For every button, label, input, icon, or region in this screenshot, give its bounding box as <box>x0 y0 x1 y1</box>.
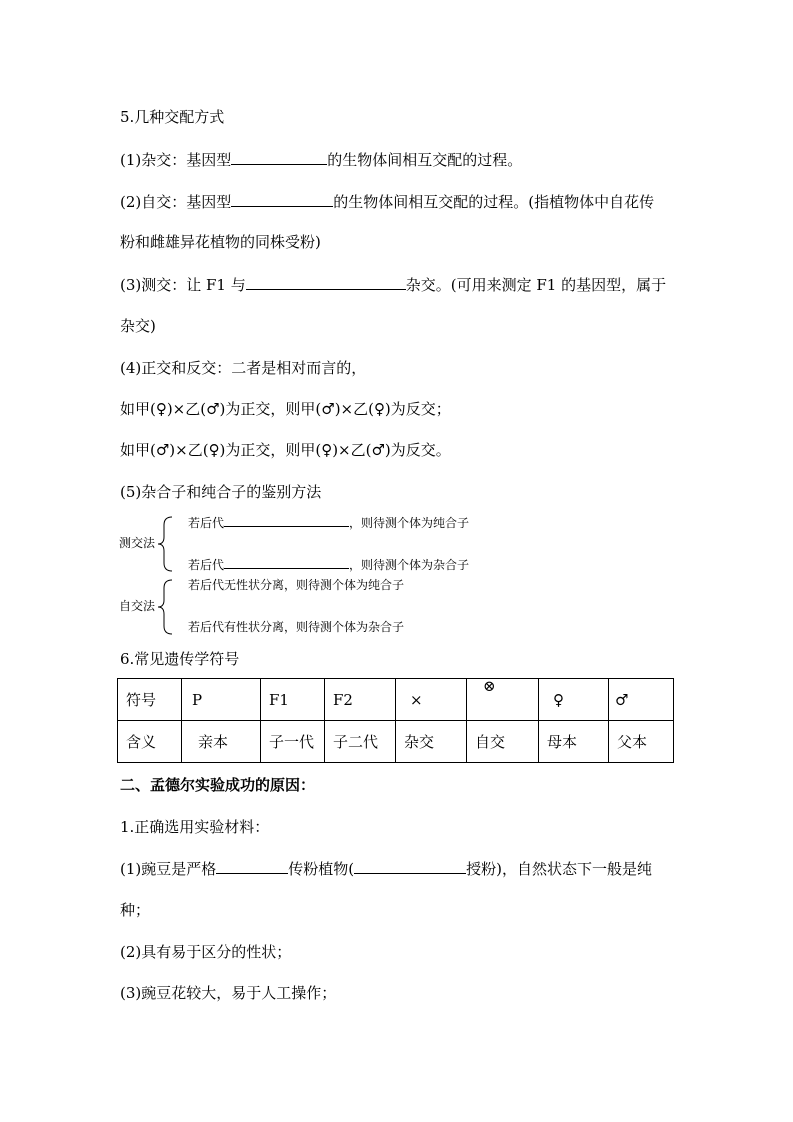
table-cell: 子一代 <box>261 721 325 763</box>
table-cell: ♂ <box>609 679 674 721</box>
s2-point-1-cont: 种； <box>120 901 151 919</box>
s2-point-1 <box>120 858 652 879</box>
item-2-suffix: 的生物体间相互交配的过程。(指植物体中自花传 <box>333 193 655 211</box>
table-cell: 亲本 <box>182 721 261 763</box>
testcross-b-suffix: ，则待测个体为杂合子 <box>349 558 470 572</box>
table-cell: 父本 <box>609 721 674 763</box>
selfing-symbol: ⊗ <box>483 676 496 695</box>
selfcross-option-b: 若后代有性状分离，则待测个体为杂合子 <box>188 620 405 634</box>
table-cell: 子二代 <box>325 721 396 763</box>
blank-testcross-a[interactable] <box>224 514 349 527</box>
testcross-a-prefix: 若后代 <box>188 516 225 530</box>
item-2-prefix: (2)自交：基因型 <box>120 193 232 211</box>
item-1-hybrid <box>120 149 522 170</box>
s2-p1-mid: 传粉植物( <box>288 860 355 878</box>
heading-5: 5.几种交配方式 <box>120 108 225 126</box>
s2-point-3: (3)豌豆花较大，易于人工操作； <box>120 984 337 1002</box>
table-cell: 符号 <box>118 679 182 721</box>
blank-2[interactable] <box>231 191 333 207</box>
item-4-title: (4)正交和反交：二者是相对而言的， <box>120 359 367 377</box>
testcross-b-prefix: 若后代 <box>188 558 225 572</box>
s2-p1-suffix: 授粉)，自然状态下一般是纯 <box>466 860 652 878</box>
table-cell: F2 <box>325 679 396 721</box>
item-3-testcross <box>120 274 666 295</box>
item-4-line-1: 如甲(♀)×乙(♂)为正交，则甲(♂)×乙(♀)为反交； <box>120 400 451 418</box>
blank-1[interactable] <box>231 149 327 165</box>
table-cell: × <box>396 679 467 721</box>
table-cell: 杂交 <box>396 721 467 763</box>
section-2-heading: 二、孟德尔实验成功的原因： <box>120 776 316 794</box>
table-cell: ♀ <box>539 679 609 721</box>
item-1-suffix: 的生物体间相互交配的过程。 <box>327 151 523 169</box>
s2-p1-prefix: (1)豌豆是严格 <box>120 860 217 878</box>
item-5-title: (5)杂合子和纯合子的鉴别方法 <box>120 483 322 501</box>
heading-6: 6.常见遗传学符号 <box>120 650 240 668</box>
table-cell: 母本 <box>539 721 609 763</box>
testcross-option-a <box>188 514 469 531</box>
item-2-cont: 粉和雌雄异花植物的同株受粉) <box>120 233 321 251</box>
selfcross-label: 自交法 <box>119 599 156 613</box>
item-3-cont: 杂交) <box>120 317 156 335</box>
blank-3[interactable] <box>246 274 406 290</box>
testcross-a-suffix: ，则待测个体为纯合子 <box>349 516 470 530</box>
testcross-brace <box>156 515 176 573</box>
table-row-meanings <box>118 721 674 763</box>
item-2-selfing <box>120 191 654 212</box>
testcross-option-b <box>188 556 469 573</box>
genetics-symbols-table <box>117 678 674 763</box>
selfcross-option-a: 若后代无性状分离，则待测个体为纯合子 <box>188 578 405 592</box>
table-cell <box>467 676 539 721</box>
item-3-suffix: 杂交。(可用来测定 F1 的基因型，属于 <box>405 276 667 294</box>
table-cell: P <box>182 679 261 721</box>
item-3-prefix: (3)测交：让 F1 与 <box>120 276 246 294</box>
s2-point-2: (2)具有易于区分的性状； <box>120 943 292 961</box>
table-cell: 自交 <box>467 721 539 763</box>
blank-s2-1[interactable] <box>216 858 288 874</box>
selfcross-brace <box>156 578 176 636</box>
s2-item-1: 1.正确选用实验材料： <box>120 818 270 836</box>
blank-testcross-b[interactable] <box>224 556 349 569</box>
item-4-line-2: 如甲(♂)×乙(♀)为正交，则甲(♀)×乙(♂)为反交。 <box>120 441 451 459</box>
blank-s2-2[interactable] <box>354 858 466 874</box>
table-cell: F1 <box>261 679 325 721</box>
item-1-prefix: (1)杂交：基因型 <box>120 151 232 169</box>
testcross-label: 测交法 <box>119 536 156 550</box>
table-row-symbols <box>118 679 674 721</box>
table-cell: 含义 <box>118 721 182 763</box>
